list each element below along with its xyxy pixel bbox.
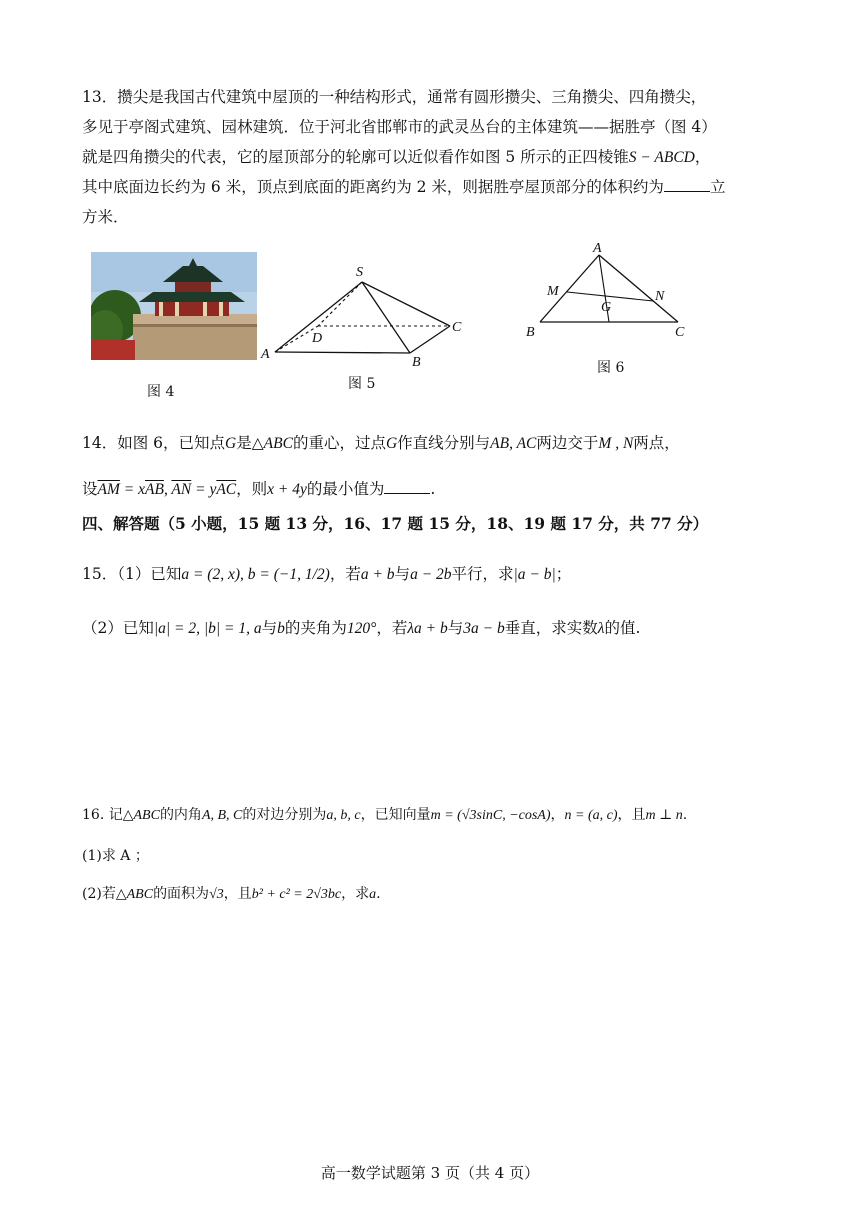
q15-text-10: 与 xyxy=(447,619,464,637)
point-G-2: G xyxy=(385,435,398,452)
q14-text-1: 14．如图 6，已知点 xyxy=(82,434,226,452)
q15-3a-b: 3a − b xyxy=(463,620,505,637)
fig6-caption: 图 6 xyxy=(597,360,625,376)
q16-stem xyxy=(82,804,687,827)
q15-diff: a − 2b xyxy=(410,566,452,583)
pavilion-photo xyxy=(91,252,257,360)
q15-text-9: ，若 xyxy=(376,619,408,637)
label-M: M xyxy=(547,284,559,299)
q16-part-1: (1)求 A ； xyxy=(82,848,149,864)
q16-text-8: (2)若 xyxy=(82,886,116,902)
q14-text-6: 两点， xyxy=(633,434,680,452)
q15-text-7: 与 xyxy=(261,619,278,637)
q16-equation: b² + c² = 2√3bc xyxy=(251,887,342,902)
q16-vector-n: n = (a, c) xyxy=(564,808,618,823)
q16-text-11: ，求 xyxy=(341,886,370,902)
q15-text-11: 垂直，求实数 xyxy=(504,619,598,637)
q16-text-6: ，且 xyxy=(617,807,646,823)
q16-text-4: ，已知向量 xyxy=(360,807,431,823)
q16-vector-m: m = (√3sinC, −cosA) xyxy=(430,808,551,823)
q16-perp: m ⊥ n xyxy=(645,808,683,823)
label-A: A xyxy=(261,347,270,362)
q16-text-3: 的对边分别为 xyxy=(242,807,327,823)
label-B: B xyxy=(412,355,421,370)
q13-line-1: 13．攒尖是我国古代建筑中屋顶的一种结构形式，通常有圆形攒尖、三角攒尖、四角攒尖， xyxy=(82,88,707,106)
expr-x4y: x + 4y xyxy=(267,481,307,498)
triangle-figure xyxy=(520,238,700,344)
page-footer: 高一数学试题第 3 页（共 4 页） xyxy=(320,1164,540,1182)
q16-sides: a, b, c xyxy=(326,808,361,823)
answer-blank-13 xyxy=(664,177,710,192)
q16-angles: A, B, C xyxy=(201,808,243,823)
vector-AC: $\overline{AC}$ xyxy=(216,481,237,498)
vector-AN: $\overline{AN}$ xyxy=(171,481,192,498)
points-M-N: M , N xyxy=(598,435,634,452)
q15-sum: a + b xyxy=(360,566,395,583)
q15-text-5: ； xyxy=(555,565,572,583)
section-heading: 四、解答题（5 小题，15 题 13 分，16、17 题 15 分，18、19 题 17 分，共 77 分） xyxy=(82,514,709,533)
label-A: A xyxy=(593,241,602,256)
eq-y: = y xyxy=(191,481,217,498)
q15-abs: |a − b| xyxy=(513,566,556,583)
triangle-ABC: △ABC xyxy=(251,435,293,452)
q16-triangle: △ABC xyxy=(122,808,160,823)
answer-blank-14 xyxy=(384,479,430,494)
pyramid-name: S − ABCD xyxy=(628,149,695,166)
q13-line-4-text: 其中底面边长约为 6 米，顶点到底面的距离约为 2 米，则据胜亭屋顶部分的体积约为 xyxy=(82,178,664,196)
q16-text-9: 的面积为 xyxy=(153,886,210,902)
q15-text-8: 的夹角为 xyxy=(284,619,347,637)
q16-text-1: 16. 记 xyxy=(82,807,123,823)
q16-text-7: . xyxy=(682,807,688,823)
q13-line-3-text: 就是四角攒尖的代表，它的屋顶部分的轮廓可以近似看作如图 5 所示的正四棱锥 xyxy=(82,148,629,166)
q14-text-8: ，则 xyxy=(236,480,268,498)
q14-text-7: 设 xyxy=(82,480,98,498)
label-G: G xyxy=(601,300,612,315)
q13-line-2: 多见于亭阁式建筑、园林建筑．位于河北省邯郸市的武灵丛台的主体建筑——据胜亭（图 4） xyxy=(82,118,717,136)
fig4-caption: 图 4 xyxy=(147,384,175,400)
q15-text-3: 与 xyxy=(394,565,411,583)
vector-AB: $\overline{AB}$ xyxy=(145,481,164,498)
vector-AM: $\overline{AM}$ xyxy=(97,481,120,498)
q15-text-6: （2）已知 xyxy=(82,619,154,637)
q15-text-4: 平行，求 xyxy=(451,565,514,583)
label-D: D xyxy=(312,331,323,346)
q16-text-5: ， xyxy=(550,807,565,823)
label-N: N xyxy=(655,289,665,304)
q13-line-3: 就是四角攒尖的代表，它的屋顶部分的轮廓可以近似看作如图 5 所示的正四棱锥S − ABCD， xyxy=(82,148,711,166)
label-B: B xyxy=(526,325,535,340)
q16-part-2 xyxy=(82,883,381,906)
q16-text-10: ，且 xyxy=(223,886,252,902)
q15-angle: 120° xyxy=(346,620,377,637)
q15-vectors: a = (2, x), b = (−1, 1/2) xyxy=(181,566,330,583)
q15-text-1: 15．（1）已知 xyxy=(82,565,182,583)
q15-condition: |a| = 2, |b| = 1, a xyxy=(153,620,262,637)
q14-text-4: 作直线分别与 xyxy=(397,434,491,452)
q15-b: b xyxy=(277,620,285,637)
q14-text-9: 的最小值为 xyxy=(306,480,385,498)
fig5-caption: 图 5 xyxy=(348,376,376,392)
label-C: C xyxy=(452,320,462,335)
point-G: G xyxy=(225,435,237,452)
q14-text-3: 的重心，过点 xyxy=(292,434,386,452)
q14-line-1 xyxy=(82,432,680,455)
q14-text-2: 是 xyxy=(236,434,252,452)
eq-x: = x xyxy=(119,481,145,498)
label-C: C xyxy=(675,325,685,340)
q14-text-10: . xyxy=(430,480,436,498)
q14-line-2: 设$\overline{AM} = x\overline{AB}$, $\overline{AN} = y\overline{AC}$，则x + 4y的最小值为 . xyxy=(82,480,436,498)
q14-text-5: 两边交于 xyxy=(536,434,599,452)
q16-area: √3 xyxy=(209,887,224,902)
q16-triangle-2: △ABC xyxy=(115,887,154,902)
label-S: S xyxy=(356,265,363,280)
q16-text-12: . xyxy=(376,886,381,902)
q13-line-5: 方米． xyxy=(82,208,129,226)
q15-lambda: λ xyxy=(597,620,605,637)
q15-lambda-expr: λa + b xyxy=(407,620,448,637)
sides-AB-AC: AB, AC xyxy=(490,435,537,452)
q15-part-1 xyxy=(82,563,571,586)
q15-part-2 xyxy=(82,617,640,640)
q16-text-2: 的内角 xyxy=(159,807,202,823)
q15-text-2: ，若 xyxy=(329,565,361,583)
q16-a: a xyxy=(369,887,377,902)
q13-line-4-end: 立 xyxy=(709,178,726,196)
q15-text-12: 的值. xyxy=(604,619,641,637)
q13-line-4 xyxy=(82,176,725,198)
pyramid-figure xyxy=(255,262,475,372)
